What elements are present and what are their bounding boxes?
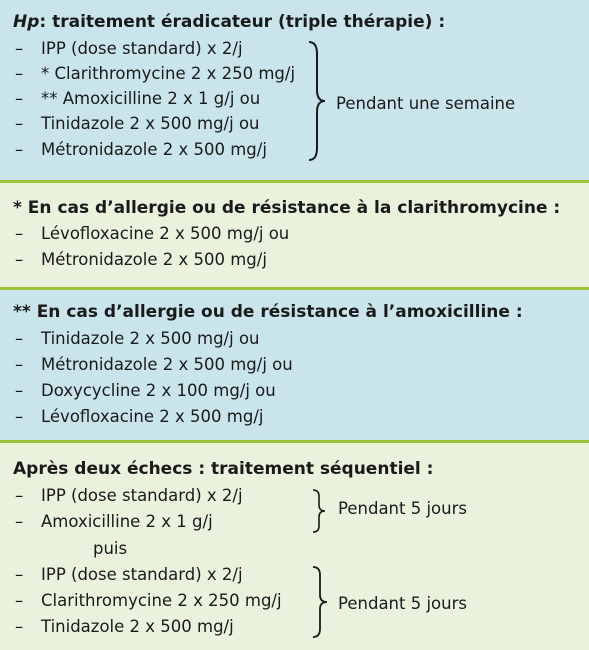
section4-connector: puis bbox=[93, 539, 128, 558]
section2-title: * En cas d’allergie ou de résistance à la clarithromycine : bbox=[13, 198, 561, 218]
section3-item: – Doxycycline 2 x 100 mg/j ou bbox=[15, 381, 276, 400]
section2-item: – Lévofloxacine 2 x 500 mg/j ou bbox=[15, 224, 290, 243]
section4-item: – Clarithromycine 2 x 250 mg/j bbox=[15, 591, 282, 610]
section4-duration-b: Pendant 5 jours bbox=[338, 594, 467, 613]
section1-duration: Pendant une semaine bbox=[336, 94, 516, 113]
section4-duration-a: Pendant 5 jours bbox=[338, 499, 467, 518]
brace-icon bbox=[305, 40, 327, 162]
section1-item: – IPP (dose standard) x 2/j bbox=[15, 39, 243, 58]
section4-item: – IPP (dose standard) x 2/j bbox=[15, 565, 243, 584]
brace-icon bbox=[310, 488, 328, 534]
section3-title: ** En cas d’allergie ou de résistance à l’amoxicilline : bbox=[13, 302, 523, 322]
section3-item: – Métronidazole 2 x 500 mg/j ou bbox=[15, 355, 293, 374]
section4-item: – Tinidazole 2 x 500 mg/j bbox=[15, 617, 234, 636]
section2-item: – Métronidazole 2 x 500 mg/j bbox=[15, 250, 267, 269]
section4-item: – IPP (dose standard) x 2/j bbox=[15, 486, 243, 505]
section1-item: – ** Amoxicilline 2 x 1 g/j ou bbox=[15, 89, 261, 108]
brace-icon bbox=[310, 565, 330, 639]
section4-title: Après deux échecs : traitement séquentiel : bbox=[13, 459, 434, 479]
section1-item: – Métronidazole 2 x 500 mg/j bbox=[15, 140, 267, 159]
section1-item: – * Clarithromycine 2 x 250 mg/j bbox=[15, 64, 296, 83]
section3-item: – Lévofloxacine 2 x 500 mg/j bbox=[15, 407, 264, 426]
section3-item: – Tinidazole 2 x 500 mg/j ou bbox=[15, 329, 260, 348]
section1-item: – Tinidazole 2 x 500 mg/j ou bbox=[15, 114, 260, 133]
section1-title: Hp: traitement éradicateur (triple thérapie) : bbox=[13, 12, 446, 32]
section4-item: – Amoxicilline 2 x 1 g/j bbox=[15, 512, 213, 531]
